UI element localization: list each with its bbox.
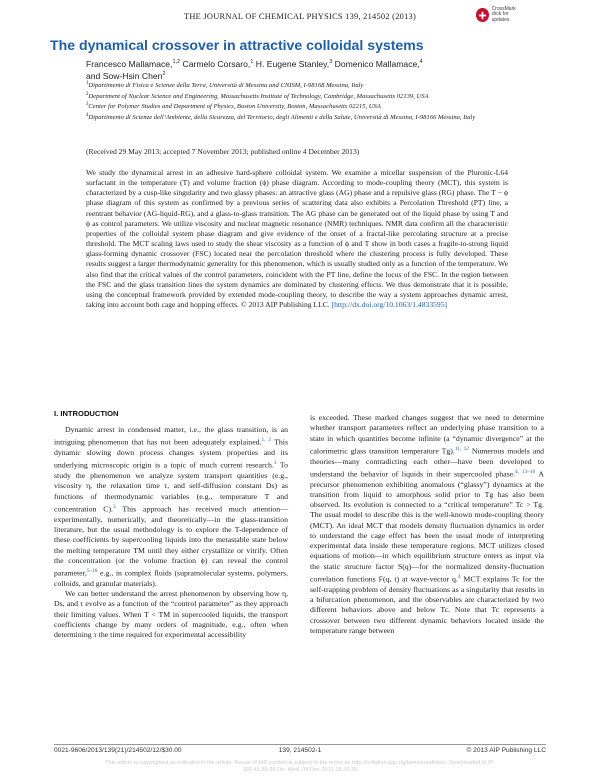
author-name: and Sow-Hsin Chen xyxy=(86,71,163,82)
citation-link[interactable]: 1, 2 xyxy=(261,437,271,444)
affiliation: $^3$Center for Polymer Studies and Department of Physics, Boston University, Boston, Massachusetts 02215, USA xyxy=(86,102,381,111)
citation-link[interactable]: 4 xyxy=(457,573,461,580)
author-affiliation-marker: 4 xyxy=(419,59,423,65)
author-name: Carmelo Corsaro, xyxy=(182,58,251,69)
author-list xyxy=(86,57,506,82)
right-column xyxy=(310,413,544,636)
publication-dates: (Received 29 May 2013; accepted 7 November 2013; published online 4 December 2013) xyxy=(86,147,360,156)
citation-link[interactable]: 4, 13–16 xyxy=(515,468,536,475)
paragraph: We can better understand the arrest phenomenon by observing how η, Ds, and τ evolve as a function of the “control parameter” as they approach their limiting values. When T < TM in supercooled liquids, the transport coefficients change by many orders of magnitude, e.g., often when determining τ the time required for experimental accessibility xyxy=(54,589,288,640)
abstract xyxy=(86,168,508,310)
author-affiliation-marker: 1,2 xyxy=(172,59,181,65)
affiliation: $^4$Dipartimento di Scienze dell’Ambiente, della Sicurezza, del Territorio, degli Alimenti e della Salute, Università di Messina, I-98166 Messina, Italy xyxy=(86,113,476,122)
download-watermark: This article is copyrighted as indicated in the article. Reuse of AIP content is subject to the terms at: http://scitation.aip.org/termsconditions. Downloaded to IP: 155.41.89.29 On: Wed, 04 Dec 2013 18:25:30 xyxy=(105,760,495,774)
footer-page-number: 139, 214502-1 xyxy=(278,747,322,754)
citation-link[interactable]: 3 xyxy=(273,460,277,467)
citation-link[interactable]: 5–10 xyxy=(86,568,98,575)
author-name: Francesco Mallamace, xyxy=(86,58,173,69)
crossmark-label: CrossMark xyxy=(491,5,516,12)
affiliation-list xyxy=(86,80,526,123)
citation-link[interactable]: 11, 12 xyxy=(454,445,469,452)
author-name: H. Eugene Stanley, xyxy=(255,58,330,69)
author-name: Domenico Mallamace, xyxy=(334,58,420,69)
affiliation: $^1$Dipartimento di Fisica e Scienze della Terra, Università di Messina and CNISM, I-98168 Messina, Italy xyxy=(86,81,364,90)
journal-header: THE JOURNAL OF CHEMICAL PHYSICS 139, 214502 (2013) xyxy=(184,12,416,21)
footer-divider xyxy=(54,744,546,745)
author-affiliation-marker: 2 xyxy=(162,71,166,78)
section-heading-introduction: I. INTRODUCTION xyxy=(54,409,119,418)
doi-link[interactable]: [http://dx.doi.org/10.1063/1.4833595] xyxy=(331,300,448,310)
paragraph: Dynamic arrest in condensed matter, i.e., the glass transition, is an intriguing phenomenon that has not been adequately explained.$^{1, 2}$ This dynamic slowing down process changes system properties and its underlying microscopic origin is a topic of much current research.$^3$ To study the phenomenon we analyze system transport quantities (e.g., viscosity η, the relaxation time τ, and self-diffusion constant Ds) as functions of thermodynamic variables (e.g., temperature T and concentration C).$^3$ This approach has received much attention—experimentally, numerically, and theoretically—in the glass-transition literature, but the usual methodology is to explore the T-dependence of these coefficients by supercooling liquids into the metastable state below the melting temperature TM until they either crystallize or vitrify. Often the concentration (or the volume fraction ϕ) can reveal the control parameter,$^{5-10}$ e.g., in complex fluids (supramolecular systems, polymers, colloids, and granular materials). xyxy=(54,425,289,588)
abstract-text: We study the dynamical arrest in an adhesive hard-sphere colloidal system. We examine a micellar suspension of the Pluronic-L64 surfactant in the temperature (T) and volume fraction (ϕ) phase diagram. According to mode-coupling theory (MCT), this system is characterized by a cusp-like singularity and two glassy phases: an attractive glass (AG) phase and a repulsive glass (RG) phase. The T − ϕ phase diagram of this system as confirmed by a previous series of scattering data also exhibits a Percolation Threshold (PT) line, a reentrant behavior (AG-liquid-RG), and a glass-to-glass transition. The AG phase can be generated out of the liquid phase by using T and ϕ as control parameters. We utilize viscosity and nuclear magnetic resonance (NMR) techniques. NMR data confirm all the characteristic properties of the colloidal system phase diagram and give evidence of the onset of a fractal-like percolating structure at a precise threshold. The MCT scaling laws used to study the shear viscosity as a function of ϕ and T show in both cases a fragile-to-strong liquid glass-forming dynamic crossover (FSC) located near the percolation threshold where the clustering process is fully developed. These results suggest a larger thermodynamic generality for this phenomenon, which is usually studied only as a function of the temperature. We also find that the critical values of the control parameters, coincident with the PT line, define the locus of the FSC. In the region between the FSC and the glass transition lines the system dynamics are dominated by clustering effects. We thus demonstrate that it is possible, using the conceptual framework provided by extended mode-coupling theory, to describe the way a system approaches dynamic arrest, taking into account both cage and hopping effects. © 2013 AIP Publishing LLC. xyxy=(86,168,508,310)
author-affiliation-marker: 1 xyxy=(250,59,254,65)
footer-issn: 0021-9606/2013/139(21)/214502/12/$30.00 xyxy=(54,747,182,754)
citation-link[interactable]: 3 xyxy=(113,503,116,510)
paragraph: is exceeded. These marked changes suggest that we need to determine whether transport parameters reflect an underlying phase transition to a state in which quantities become infinite (a “dynamic divergence” at the calorimetric glass transition temperature Tg).$^{11, 12}$ Numerous models and theories—many contradicting each other—have been developed to understand the behavior of liquids in their supercooled phase.$^{4, 13-16}$ A precursor phenomenon exhibiting anomalous (“glassy”) dynamics at the transition from liquid to amorphous solid prior to Tg has also been observed. Its evolution is connected to a “critical temperature” Tc > Tg. The usual model to describe this is the well-known mode-coupling theory (MCT). An ideal MCT that models density fluctuation dynamics in order to understand the cage effect has been the usual mode of interpreting experimental data inside these temperature regions. MCT utilizes closed equations of motion—in which equilibrium structure enters as input via the static structure factor S(q)—for the normalized density-fluctuation correlation functions F(q, t) at wave-vector q.$^4$ MCT explains Tc for the self-trapping problem of density fluctuations as a singularity that results in a bifurcation phenomenon, and the observables are characterized by two different behaviors above and below Tc. Note that Tc represents a crossover between two different dynamic behaviors located inside the temperature range between xyxy=(310,413,545,635)
crossmark-icon xyxy=(476,8,489,22)
crossmark-sublabel: click for updates xyxy=(491,11,510,23)
footer-copyright: © 2013 AIP Publishing LLC xyxy=(466,747,546,754)
affiliation: $^2$Department of Nuclear Science and Engineering, Massachusetts Institute of Technology, Cambridge, Massachusetts 02139, USA xyxy=(86,91,429,100)
crossmark-badge[interactable] xyxy=(476,4,524,26)
author-affiliation-marker: 3 xyxy=(329,59,333,65)
paper-title: The dynamical crossover in attractive colloidal systems xyxy=(50,37,424,53)
left-column xyxy=(54,425,288,640)
